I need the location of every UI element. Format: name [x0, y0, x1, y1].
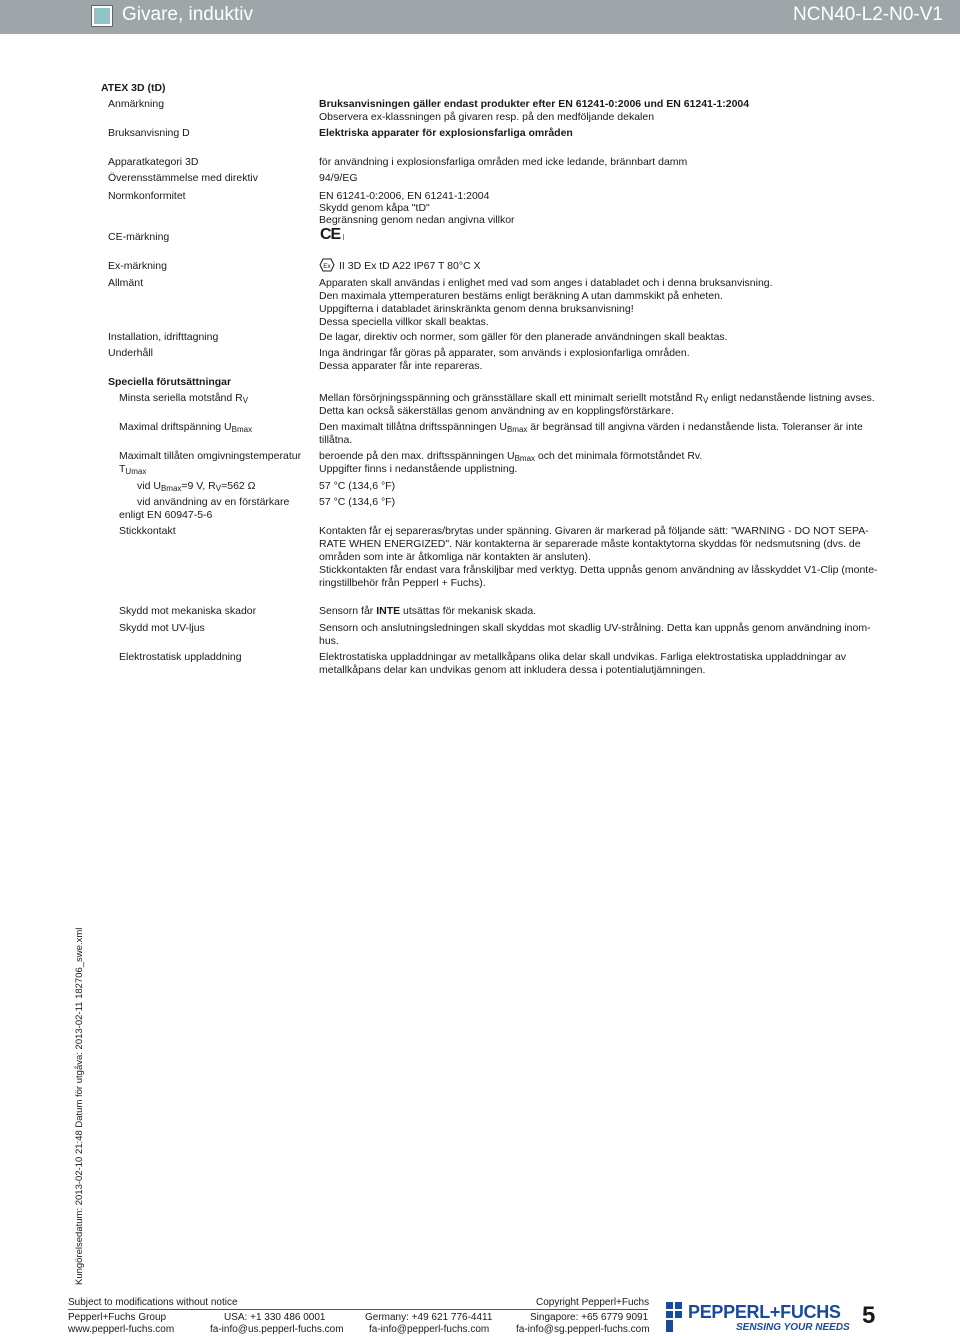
text-apparatkategori: för användning i explosionsfarliga områden med icke ledande, brännbart damm [319, 156, 688, 168]
text-stickkontakt-3: områden som inte är åtkomliga när kontakten är ansluten). [319, 551, 591, 563]
text-max-driftspanning: Den maximalt tillåtna driftsspänningen $U_{Bmax}$ är begränsad till angivna värden i nedanstående lista. Toleranser är inte [319, 421, 863, 434]
footer-germany-email-link[interactable]: fa-info@pepperl-fuchs.com [369, 1324, 490, 1335]
header-bar [0, 0, 960, 34]
text-anmarkning: Bruksanvisningen gäller endast produkter efter EN 61241-0:2006 und EN 61241-1:2004 [319, 98, 750, 110]
footer-divider [68, 1309, 648, 1310]
ce-mark-icon: CE [320, 226, 341, 243]
document-title: Givare, induktiv [122, 4, 253, 25]
label-uv-ljus: Skydd mot UV-ljus [119, 622, 205, 634]
label-overensstammelse: Överensstämmelse med direktiv [108, 172, 258, 184]
label-vid-ubmax: vid $U_{Bmax}=9$ V, $R_V=562$ Ω [137, 480, 256, 493]
logo-tagline: SENSING YOUR NEEDS [736, 1322, 850, 1333]
footer-website-link[interactable]: www.pepperl-fuchs.com [68, 1324, 175, 1335]
text-elektrostatisk-2: metallkåpans delar kan undvikas genom att inkludera dessa i potentialutjämningen. [319, 664, 706, 676]
label-max-driftspanning: Maximal driftspänning $U_{Bmax}$ [119, 421, 253, 434]
text-stickkontakt-2: RATE WHEN ENERGIZED". När kontakterna är separerade måste kontaktytorna skyddas för nedsmutsning (dvs. de [319, 538, 861, 550]
footer-singapore-email-link[interactable]: fa-info@sg.pepperl-fuchs.com [516, 1324, 650, 1335]
text-ex-markning: II 3D Ex tD A22 IP67 T 80°C X [339, 260, 481, 272]
page-number: 5 [862, 1302, 876, 1329]
text-anmarkning-2: Observera ex-klassningen på givaren resp. på den medföljande dekalen [319, 111, 655, 123]
text-t-umax: Uppgifter finns i nedanstående upplistning. [319, 463, 518, 475]
text-forstarkare: 57 °C (134,6 °F) [319, 496, 396, 508]
text-uv-ljus-2: hus. [319, 635, 339, 647]
text-uv-ljus-1: Sensorn och anslutningsledningen skall skyddas mot skadlig UV-strålning. Detta kan uppnås genom användning inom- [319, 622, 871, 634]
pepperl-fuchs-logo-icon [664, 1300, 684, 1334]
text-stickkontakt-4: Stickkontakten får endast vara frånskiljbar med verktyg. Detta uppnås genom användning av låsskyddet V1-Clip (monte- [319, 564, 878, 576]
footer-group: Pepperl+Fuchs Group [68, 1312, 167, 1323]
logo-name: PEPPERL+FUCHS [688, 1302, 841, 1322]
text-mekaniska-skador: Sensorn får INTE utsättas för mekanisk skada. [319, 605, 537, 617]
header-square-icon [91, 5, 113, 27]
text-allmant-3: Uppgifterna i databladet ärinskränkta genom denna bruksanvisning! [319, 303, 634, 315]
label-ce-markning: CE-märkning [108, 231, 170, 243]
label-ex-markning: Ex-märkning [108, 260, 167, 272]
text-underhall-2: Dessa apparater får inte repareras. [319, 360, 483, 372]
label-bruksanvisning: Bruksanvisning D [108, 127, 190, 139]
text-overensstammelse: 94/9/EG [319, 172, 358, 184]
footer-usa-phone: USA: +1 330 486 0001 [224, 1312, 326, 1323]
label-installation: Installation, idrifttagning [108, 331, 219, 343]
text-minsta-motstand: Mellan försörjningsspänning och gränsställare skall ett minimalt seriellt motstånd $R_V$ enligt nedanstående listning avses. [319, 392, 875, 405]
text-normkonformitet: EN 61241-0:2006, EN 61241-1:2004 [319, 190, 490, 202]
product-model: NCN40-L2-N0-V1 [793, 4, 943, 25]
section-title: ATEX 3D (tD) [101, 82, 166, 94]
text-stickkontakt-5: ringstillbehör från Pepperl + Fuchs). [319, 577, 486, 589]
label-en-60947: enligt EN 60947-5-6 [119, 509, 213, 521]
label-anmarkning: Anmärkning [108, 98, 165, 110]
label-apparatkategori: Apparatkategori 3D [108, 156, 199, 168]
text-minsta-motstand-2: Detta kan också säkerställas genom användning av en kopplingsförstärkare. [319, 405, 674, 417]
text-vid-ubmax: 57 °C (134,6 °F) [319, 480, 396, 492]
text-elektrostatisk-1: Elektrostatiska uppladdningar av metallkåpans olika delar skall undvikas. Farliga elektrostatiska uppladdningar av [319, 651, 847, 663]
label-t-umax: $T_{Umax}$ [119, 463, 147, 476]
ce-tick-icon [343, 234, 344, 240]
label-max-temperatur: Maximalt tillåten omgivningstemperatur [119, 450, 302, 462]
footer-usa-email-link[interactable]: fa-info@us.pepperl-fuchs.com [210, 1324, 344, 1335]
text-allmant-4: Dessa speciella villkor skall beaktas. [319, 316, 489, 328]
label-normkonformitet: Normkonformitet [108, 190, 186, 202]
label-forstarkare: vid användning av en förstärkare [137, 496, 290, 508]
text-underhall-1: Inga ändringar får göras på apparater, som används i explosionfarliga områden. [319, 347, 690, 359]
footer-singapore-phone: Singapore: +65 6779 9091 [530, 1312, 649, 1323]
text-allmant-2: Den maximala yttemperaturen bestäms enligt beräkning A utan dammskikt på enheten. [319, 290, 723, 302]
footer-copyright: Copyright Pepperl+Fuchs [536, 1297, 650, 1308]
text-allmant-1: Apparaten skall användas i enlighet med vad som anges i databladet och i denna bruksanvisning. [319, 277, 773, 289]
label-underhall: Underhåll [108, 347, 153, 359]
label-allmant: Allmänt [108, 277, 144, 289]
label-elektrostatisk: Elektrostatisk uppladdning [119, 651, 242, 663]
svg-text:Ex: Ex [323, 263, 331, 270]
side-metadata-text: Kungörelsedatum: 2013-02-10 21:48 Datum för utgåva: 2013-02-11 182706_swe.xml [74, 927, 85, 1285]
footer-germany-phone: Germany: +49 621 776-4411 [365, 1312, 493, 1323]
text-stickkontakt-1: Kontakten får ej separeras/brytas under spänning. Givaren är markerad på följande sätt: "WARNING - DO NOT SEPA- [319, 525, 869, 537]
text-bruksanvisning: Elektriska apparater för explosionsfarliga områden [319, 127, 573, 139]
speciella-heading: Speciella förutsättningar [108, 376, 232, 388]
label-stickkontakt: Stickkontakt [119, 525, 176, 537]
label-minsta-motstand: Minsta seriella motstånd $R_V$ [119, 392, 249, 405]
text-normkonformitet-2: Skydd genom kåpa "tD" [319, 202, 430, 214]
text-installation: De lagar, direktiv och normer, som gäller för den planerade användningen skall beaktas. [319, 331, 728, 343]
label-mekaniska-skador: Skydd mot mekaniska skador [119, 605, 257, 617]
text-max-driftspanning-2: tillåtna. [319, 434, 353, 446]
text-max-temperatur: beroende på den max. driftsspänningen $U_{Bmax}$ och det minimala förmotståndet Rv. [319, 450, 703, 463]
ex-hexagon-icon [319, 258, 335, 272]
text-normkonformitet-3: Begränsning genom nedan angivna villkor [319, 214, 515, 226]
footer-notice: Subject to modifications without notice [68, 1297, 238, 1308]
